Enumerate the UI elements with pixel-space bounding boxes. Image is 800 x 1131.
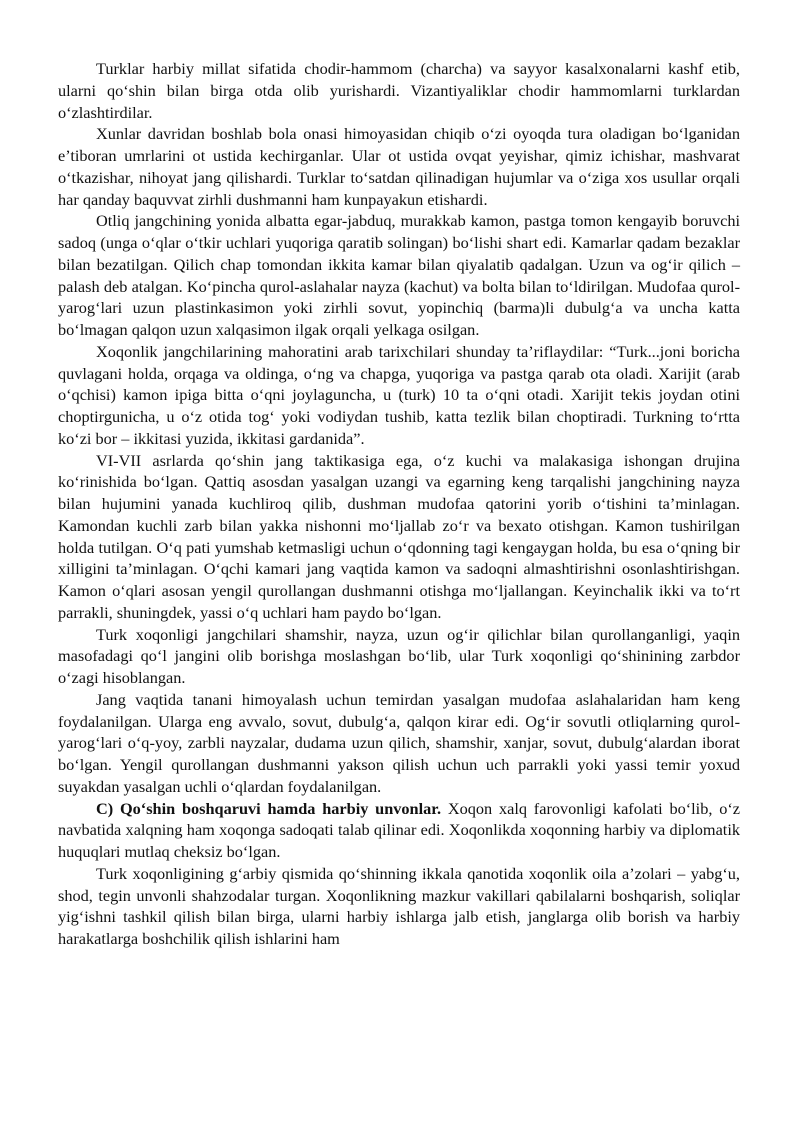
paragraph-2: Xunlar davridan boshlab bola onasi himoyasidan chiqib o‘zi oyoqda tura oladigan bo‘lganidan e’tiboran umrlarini ot ustida kechirganlar. Ular ot ustida ovqat yeyishar, qimiz ichishar, mashvarat o‘tkazishar, nihoyat jang qilishardi. Turklar to‘satdan qilinadigan hujumlar va o‘ziga xos usullar orqali har qanday baquvvat zirhli dushmanni ham kunpayakun etishardi.	[58, 124, 740, 209]
paragraph-6: Turk xoqonligi jangchilari shamshir, nayza, uzun og‘ir qilichlar bilan qurollanganligi, yaqin masofadagi qo‘l jangini olib borishga moslashgan bo‘lib, ular Turk xoqonligi qo‘shinining zarbdor o‘zagi hisoblangan.	[58, 624, 740, 687]
paragraph-7: Jang vaqtida tanani himoyalash uchun temirdan yasalgan mudofaa aslahalaridan ham keng foydalanilgan. Ularga eng avvalo, sovut, dubulg‘a, qalqon kirar edi. Og‘ir sovutli otliqlarning qurol-yarog‘lari o‘q-yoy, zarbli nayzalar, dudama uzun qilich, shamshir, xanjar, sovut, dubulg‘alardan iborat bo‘lgan. Yengil qurollangan dushmanni yakson qilish uchun uch parrakli yoki yassi temir yoxud suyakdan yasalgan uchli o‘qlardan foydalanilgan.	[58, 689, 740, 796]
section-heading: C) Qo‘shin boshqaruvi hamda harbiy unvonlar.	[96, 798, 442, 818]
section-text: Xoqon xalq farovonligi kafolati bo‘lib, o‘z navbatida xalqning ham xoqonga sadoqati talab qilinar edi. Xoqonlikda xoqonning harbiy va diplomatik huquqlari mutlaq cheksiz bo‘lgan.	[58, 798, 741, 861]
section-paragraph	[58, 798, 740, 863]
paragraph-3: Otliq jangchining yonida albatta egar-jabduq, murakkab kamon, pastga tomon kengayib boruvchi sadoq (unga o‘qlar o‘tkir uchlari yuqoriga qaratib solingan) bo‘lishi shart edi. Kamarlar qadam bezaklar bilan bezatilgan. Qilich chap tomondan ikkita kamar bilan qiyalatib qadalgan. Uzun va og‘ir qilich – palash deb atalgan. Ko‘pincha qurol-aslahalar nayza (kachut) va bolta bilan to‘ldirilgan. Mudofaa qurol-yarog‘lari uzun plastinkasimon yoki zirhli sovut, yopinchiq (barma)li dubulg‘a va uncha katta bo‘lmagan qalqon uzun xalqasimon ilgak orqali yelkaga osilgan.	[58, 211, 740, 339]
closing-paragraph: Turk xoqonligining g‘arbiy qismida qo‘shinning ikkala qanotida xoqonlik oila a’zolari – yabg‘u, shod, tegin unvonli shahzodalar turgan. Xoqonlikning mazkur vakillari qabilalarni boshqarish, soliqlar yig‘ishni tashkil qilish bilan birga, ularni harbiy ishlarga jalb etish, janglarga olib borish va harbiy harakatlarga boshchilik qilish ishlarini ham	[58, 863, 740, 948]
paragraph-5: VI-VII asrlarda qo‘shin jang taktikasiga ega, o‘z kuchi va malakasiga ishongan drujina ko‘rinishida bo‘lgan. Qattiq asosdan yasalgan uzangi va egarning keng tarqalishi jangchining nayza bilan hujumini yanada kuchliroq qilib, dushman mudofaa qatorini yorib o‘tishini ta’minlagan. Kamondan kuchli zarb bilan yakka nishonni mo‘ljallab zo‘r va bexato otishgan. Kamon tushirilgan holda tutilgan. O‘q pati yumshab ketmasligi uchun o‘qdonning tagi kengaygan holda, bu esa o‘qning bir xilligini ta’minlagan. O‘qchi kamari jang vaqtida kamon va sadoqni almashtirishni osonlashtirishgan. Kamon o‘qlari asosan yengil qurollangan dushmanni otishga mo‘ljallangan. Keyinchalik ikki va to‘rt parrakli, shuningdek, yassi o‘q uchlari ham paydo bo‘lgan.	[58, 450, 740, 622]
paragraph-1: Turklar harbiy millat sifatida chodir-hammom (charcha) va sayyor kasalxonalarni kashf etib, ularni qo‘shin bilan birga otda olib yurishardi. Vizantiyaliklar chodir hammomlarni turklardan o‘zlashtirdilar.	[58, 59, 740, 122]
paragraph-4: Xoqonlik jangchilarining mahoratini arab tarixchilari shunday ta’riflaydilar: “Turk...joni boricha quvlagani holda, orqaga va oldinga, o‘ng va chapga, yuqoriga va pastga qarab ota oladi. Xarijit (arab o‘qchisi) kamon ipiga bitta o‘qni joylaguncha, u (turk) 10 ta o‘qni otadi. Xarijit tekis joydan otini choptirgunicha, u o‘z otida tog‘ yoki vodiydan tushib, katta tezlik bilan choptiradi. Turkning to‘rtta ko‘zi bor – ikkitasi yuzida, ikkitasi gardanida”.	[58, 341, 740, 448]
